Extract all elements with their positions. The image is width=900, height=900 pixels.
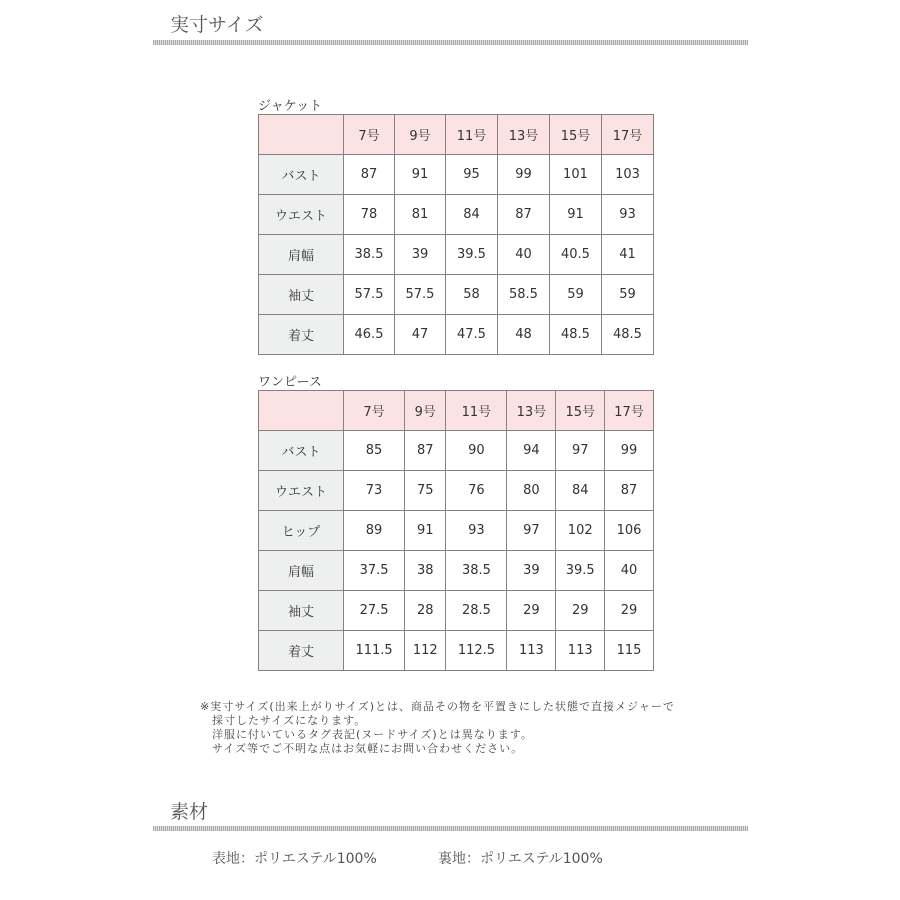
value-cell: 28.5 (446, 591, 507, 631)
size-header: 7号 (344, 391, 405, 431)
row-label: 着丈 (259, 315, 344, 355)
value-cell: 73 (344, 471, 405, 511)
value-cell: 28 (405, 591, 446, 631)
note-line: サイズ等でご不明な点はお気軽にお問い合わせください。 (200, 742, 524, 755)
value-cell: 99 (497, 155, 549, 195)
value-cell: 99 (605, 431, 654, 471)
dress-size-table (258, 390, 654, 671)
value-cell: 38.5 (446, 551, 507, 591)
value-cell: 48.5 (601, 315, 653, 355)
row-label: 肩幅 (259, 235, 344, 275)
divider (153, 826, 748, 831)
value-cell: 89 (344, 511, 405, 551)
table-row (259, 591, 654, 631)
value-cell: 38.5 (344, 235, 395, 275)
value-cell: 81 (394, 195, 445, 235)
value-cell: 87 (405, 431, 446, 471)
value-cell: 91 (549, 195, 601, 235)
row-label: ヒップ (259, 511, 344, 551)
note-line: 採寸したサイズになります。 (200, 714, 367, 727)
jacket-size-table (258, 114, 654, 355)
note-line: 洋服に付いているタグ表記(ヌードサイズ)とは異なります。 (200, 728, 533, 741)
value-cell: 76 (446, 471, 507, 511)
header-row (259, 391, 654, 431)
table-row (259, 315, 654, 355)
value-cell: 103 (601, 155, 653, 195)
value-cell: 59 (549, 275, 601, 315)
value-cell: 101 (549, 155, 601, 195)
table-row (259, 631, 654, 671)
value-cell: 111.5 (344, 631, 405, 671)
value-cell: 90 (446, 431, 507, 471)
size-note (200, 700, 675, 756)
table-row (259, 511, 654, 551)
value-cell: 39.5 (445, 235, 497, 275)
value-cell: 40 (497, 235, 549, 275)
value-cell: 115 (605, 631, 654, 671)
value-cell: 87 (605, 471, 654, 511)
section-title-material: 素材 (170, 801, 209, 823)
header-row (259, 115, 654, 155)
value-cell: 91 (405, 511, 446, 551)
value-cell: 47 (394, 315, 445, 355)
value-cell: 87 (344, 155, 395, 195)
value-cell: 29 (556, 591, 605, 631)
value-cell: 39.5 (556, 551, 605, 591)
value-cell: 40.5 (549, 235, 601, 275)
row-label: バスト (259, 431, 344, 471)
value-cell: 59 (601, 275, 653, 315)
value-cell: 37.5 (344, 551, 405, 591)
section-title-size: 実寸サイズ (170, 14, 264, 36)
size-header: 15号 (549, 115, 601, 155)
size-header: 11号 (445, 115, 497, 155)
size-header: 15号 (556, 391, 605, 431)
value-cell: 97 (556, 431, 605, 471)
value-cell: 106 (605, 511, 654, 551)
value-cell: 58 (445, 275, 497, 315)
size-header: 11号 (446, 391, 507, 431)
dress-caption: ワンピース (258, 375, 322, 390)
value-cell: 27.5 (344, 591, 405, 631)
row-label: 袖丈 (259, 591, 344, 631)
value-cell: 40 (605, 551, 654, 591)
value-cell: 29 (507, 591, 556, 631)
size-header: 17号 (601, 115, 653, 155)
row-label: 袖丈 (259, 275, 344, 315)
value-cell: 87 (497, 195, 549, 235)
value-cell: 112.5 (446, 631, 507, 671)
value-cell: 75 (405, 471, 446, 511)
value-cell: 29 (605, 591, 654, 631)
value-cell: 84 (556, 471, 605, 511)
corner-cell (259, 391, 344, 431)
material-lining: 裏地：ポリエステル100% (438, 851, 603, 867)
row-label: ウエスト (259, 471, 344, 511)
value-cell: 94 (507, 431, 556, 471)
value-cell: 58.5 (497, 275, 549, 315)
table-row (259, 195, 654, 235)
value-cell: 80 (507, 471, 556, 511)
value-cell: 57.5 (394, 275, 445, 315)
value-cell: 39 (507, 551, 556, 591)
size-header: 17号 (605, 391, 654, 431)
value-cell: 84 (445, 195, 497, 235)
row-label: 着丈 (259, 631, 344, 671)
jacket-caption: ジャケット (258, 99, 323, 114)
value-cell: 78 (344, 195, 395, 235)
value-cell: 85 (344, 431, 405, 471)
size-header: 9号 (394, 115, 445, 155)
value-cell: 38 (405, 551, 446, 591)
value-cell: 93 (446, 511, 507, 551)
value-cell: 46.5 (344, 315, 395, 355)
value-cell: 91 (394, 155, 445, 195)
row-label: ウエスト (259, 195, 344, 235)
material-outer: 表地：ポリエステル100% (212, 851, 377, 867)
table-row (259, 431, 654, 471)
size-header: 9号 (405, 391, 446, 431)
table-row (259, 235, 654, 275)
row-label: バスト (259, 155, 344, 195)
value-cell: 95 (445, 155, 497, 195)
value-cell: 97 (507, 511, 556, 551)
corner-cell (259, 115, 344, 155)
value-cell: 47.5 (445, 315, 497, 355)
size-header: 13号 (507, 391, 556, 431)
row-label: 肩幅 (259, 551, 344, 591)
value-cell: 112 (405, 631, 446, 671)
table-row (259, 155, 654, 195)
value-cell: 93 (601, 195, 653, 235)
divider (153, 40, 748, 45)
size-header: 13号 (497, 115, 549, 155)
table-row (259, 275, 654, 315)
note-line: ※実寸サイズ(出来上がりサイズ)とは、商品その物を平置きにした状態で直接メジャーで (200, 700, 675, 713)
value-cell: 41 (601, 235, 653, 275)
value-cell: 48 (497, 315, 549, 355)
value-cell: 102 (556, 511, 605, 551)
value-cell: 39 (394, 235, 445, 275)
value-cell: 113 (556, 631, 605, 671)
table-row (259, 551, 654, 591)
value-cell: 48.5 (549, 315, 601, 355)
size-header: 7号 (344, 115, 395, 155)
value-cell: 57.5 (344, 275, 395, 315)
value-cell: 113 (507, 631, 556, 671)
table-row (259, 471, 654, 511)
